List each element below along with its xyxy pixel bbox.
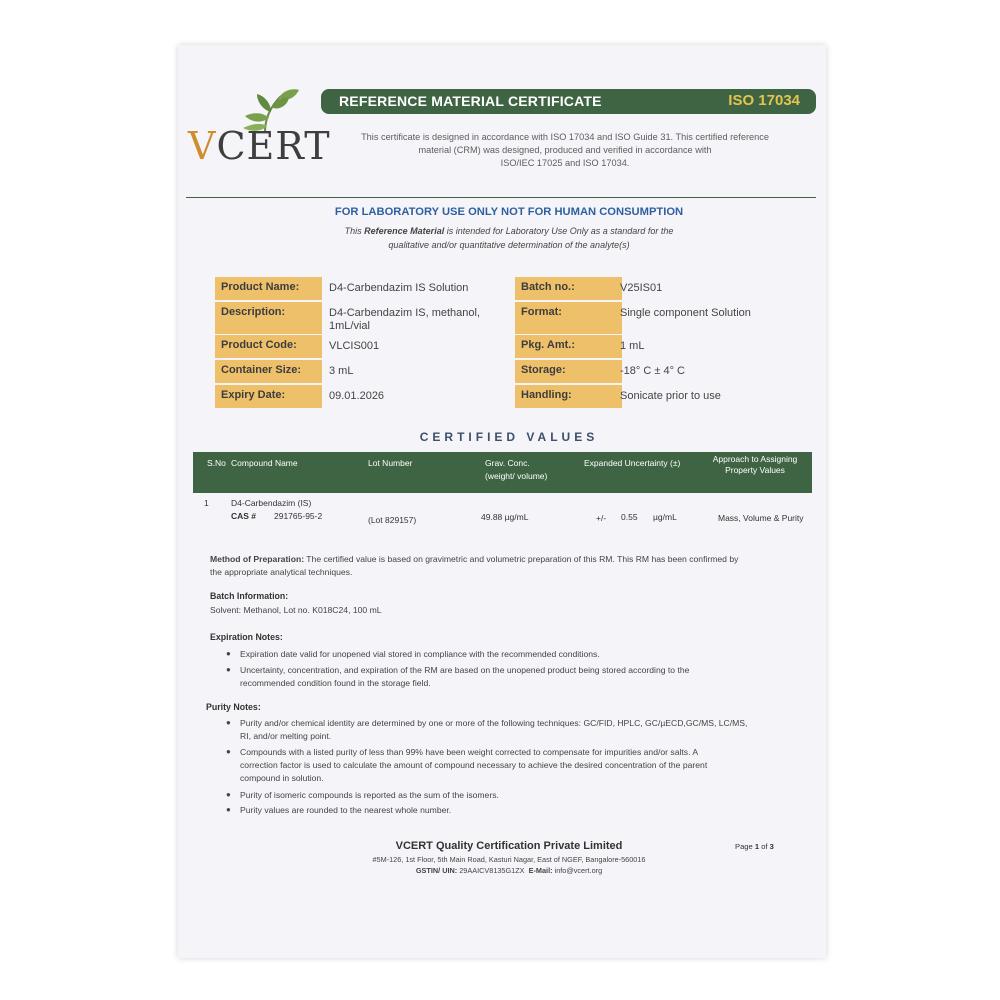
product-code-label: Product Code: bbox=[215, 335, 322, 358]
method-line-1: The certified value is based on gravimetric and volumetric preparation of this RM. This RM has been confirmed by bbox=[304, 554, 739, 564]
row-approach: Mass, Volume & Purity bbox=[718, 513, 804, 523]
th-conc bbox=[485, 458, 547, 482]
row-cas: 291765-95-2 bbox=[274, 511, 323, 521]
batch-no-label: Batch no.: bbox=[515, 277, 622, 300]
batch-no-value: V25IS01 bbox=[620, 282, 663, 294]
method-line-2: the appropriate analytical techniques. bbox=[210, 567, 353, 577]
storage-label: Storage: bbox=[515, 360, 622, 383]
row-sno: 1 bbox=[204, 498, 209, 508]
product-code-value: VLCIS001 bbox=[329, 340, 380, 352]
page-prefix: Page bbox=[735, 842, 755, 851]
purity-note-4: Purity values are rounded to the nearest whole number. bbox=[240, 805, 452, 815]
banner-title: REFERENCE MATERIAL CERTIFICATE bbox=[339, 93, 602, 109]
page-number bbox=[735, 842, 774, 851]
expiration-note-2-line-2: recommended condition found in the storage field. bbox=[240, 678, 431, 688]
product-name-label: Product Name: bbox=[215, 277, 322, 300]
bullet-icon: ● bbox=[226, 805, 231, 814]
intro-text bbox=[334, 131, 796, 170]
certificate-banner bbox=[321, 89, 816, 114]
bullet-icon: ● bbox=[226, 790, 231, 799]
vcert-logo bbox=[188, 124, 331, 168]
logo-v: V bbox=[188, 124, 217, 168]
gstin-label: GSTIN/ UIN: bbox=[415, 866, 458, 875]
container-size-value: 3 mL bbox=[329, 365, 354, 377]
purity-notes-title: Purity Notes: bbox=[206, 702, 261, 712]
th-compound: Compound Name bbox=[231, 458, 298, 468]
expiration-note-2 bbox=[240, 664, 792, 690]
footer-contact bbox=[186, 866, 832, 875]
th-approach bbox=[703, 454, 807, 476]
th-conc-line-1: Grav. Conc. bbox=[485, 458, 530, 468]
footer-address: #5M-126, 1st Floor, 5th Main Road, Kasturi Nagar, East of NGEF, Bangalore-560016 bbox=[372, 855, 646, 864]
pkg-amt-label: Pkg. Amt.: bbox=[515, 335, 622, 358]
purity-note-2 bbox=[240, 746, 792, 785]
intro-line-2: material (CRM) was designed, produced and verified in accordance with bbox=[418, 145, 712, 155]
lab-sub-bold: Reference Material bbox=[364, 226, 445, 236]
lab-sub-line-2: qualitative and/or quantitative determination of the analyte(s) bbox=[388, 240, 630, 250]
description-label: Description: bbox=[215, 302, 322, 334]
bullet-icon: ● bbox=[226, 718, 231, 727]
header-divider bbox=[186, 197, 816, 198]
description-line-1: D4-Carbendazim IS, methanol, bbox=[329, 307, 481, 319]
certified-values-heading: CERTIFIED VALUES bbox=[419, 430, 599, 444]
format-value: Single component Solution bbox=[620, 307, 751, 319]
row-uncertainty-unit: µg/mL bbox=[653, 512, 677, 522]
page-current: 1 bbox=[754, 842, 760, 851]
row-lot: (Lot 829157) bbox=[368, 515, 417, 525]
expiration-note-1: Expiration date valid for unopened vial stored in compliance with the recommended conditions. bbox=[240, 649, 600, 659]
email-label: E-Mail: bbox=[528, 866, 553, 875]
th-uncertainty: Expanded Uncertainty (±) bbox=[584, 458, 681, 468]
lab-use-subtext bbox=[300, 224, 718, 252]
purity-note-2-line-2: correction factor is used to calculate the amount of compound necessary to achieve the desired concentration of the parent bbox=[240, 760, 708, 770]
banner-iso: ISO 17034 bbox=[728, 92, 800, 109]
row-compound: D4-Carbendazim (IS) bbox=[231, 498, 312, 508]
row-cas-label: CAS # bbox=[231, 511, 257, 521]
purity-note-1 bbox=[240, 717, 792, 743]
expiry-date-value: 09.01.2026 bbox=[329, 390, 385, 402]
bullet-icon: ● bbox=[226, 747, 231, 756]
method-of-preparation bbox=[210, 553, 808, 579]
handling-label: Handling: bbox=[515, 385, 622, 408]
page-of: of bbox=[759, 842, 770, 851]
purity-note-1-line-2: RI, and/or melting point. bbox=[240, 731, 332, 741]
intro-line-3: ISO/IEC 17025 and ISO 17034. bbox=[500, 158, 630, 168]
logo-cert: CERT bbox=[216, 124, 331, 168]
footer-company: VCERT Quality Certification Private Limited bbox=[395, 840, 623, 852]
email-value: info@vcert.org bbox=[552, 866, 603, 875]
batch-info-title: Batch Information: bbox=[210, 591, 289, 601]
purity-note-2-line-3: compound in solution. bbox=[240, 773, 324, 783]
certified-values-table-header bbox=[193, 452, 812, 493]
handling-value: Sonicate prior to use bbox=[620, 390, 721, 402]
intro-line-1: This certificate is designed in accordance with ISO 17034 and ISO Guide 31. This certified reference bbox=[361, 132, 769, 142]
purity-note-1-line-1: Purity and/or chemical identity are determined by one or more of the following techniques: GC/FID, HPLC, GC/µECD,GC/MS, LC/MS, bbox=[240, 718, 748, 728]
bullet-icon: ● bbox=[226, 665, 231, 674]
purity-note-2-line-1: Compounds with a listed purity of less than 99% have been weight corrected to compensate for impurities and/or salts. A bbox=[240, 747, 699, 757]
expiry-date-label: Expiry Date: bbox=[215, 385, 322, 408]
lab-sub-rest: is intended for Laboratory Use Only as a standard for the bbox=[444, 226, 674, 236]
th-sno: S.No bbox=[207, 458, 226, 468]
container-size-label: Container Size: bbox=[215, 360, 322, 383]
method-title: Method of Preparation: bbox=[210, 554, 305, 564]
batch-info-text: Solvent: Methanol, Lot no. K018C24, 100 mL bbox=[210, 605, 382, 615]
format-label: Format: bbox=[515, 302, 622, 334]
row-uncertainty: 0.55 bbox=[621, 512, 638, 522]
lab-sub-prefix: This bbox=[344, 226, 365, 236]
expiration-notes-title: Expiration Notes: bbox=[210, 632, 283, 642]
row-conc: 49.88 µg/mL bbox=[481, 512, 529, 522]
expiration-note-2-line-1: Uncertainty, concentration, and expiration of the RM are based on the unopened product being stored according to the bbox=[240, 665, 690, 675]
description-value bbox=[329, 307, 480, 333]
page-total: 3 bbox=[769, 842, 774, 851]
th-conc-line-2: (weight/ volume) bbox=[485, 471, 548, 481]
gstin-value: 29AAICV8135G1ZX bbox=[457, 866, 525, 875]
th-lot: Lot Number bbox=[368, 458, 413, 468]
th-approach-line-1: Approach to Assigning bbox=[712, 454, 798, 464]
description-line-2: 1mL/vial bbox=[329, 320, 370, 332]
purity-note-3: Purity of isomeric compounds is reported as the sum of the isomers. bbox=[240, 790, 499, 800]
product-name-value: D4-Carbendazim IS Solution bbox=[329, 282, 469, 294]
lab-use-heading: FOR LABORATORY USE ONLY NOT FOR HUMAN CONSUMPTION bbox=[334, 206, 684, 218]
pkg-amt-value: 1 mL bbox=[620, 340, 645, 352]
storage-value: -18° C ± 4° C bbox=[620, 365, 685, 377]
th-approach-line-2: Property Values bbox=[725, 465, 785, 475]
bullet-icon: ● bbox=[226, 649, 231, 658]
row-plus-minus: +/- bbox=[596, 513, 607, 523]
